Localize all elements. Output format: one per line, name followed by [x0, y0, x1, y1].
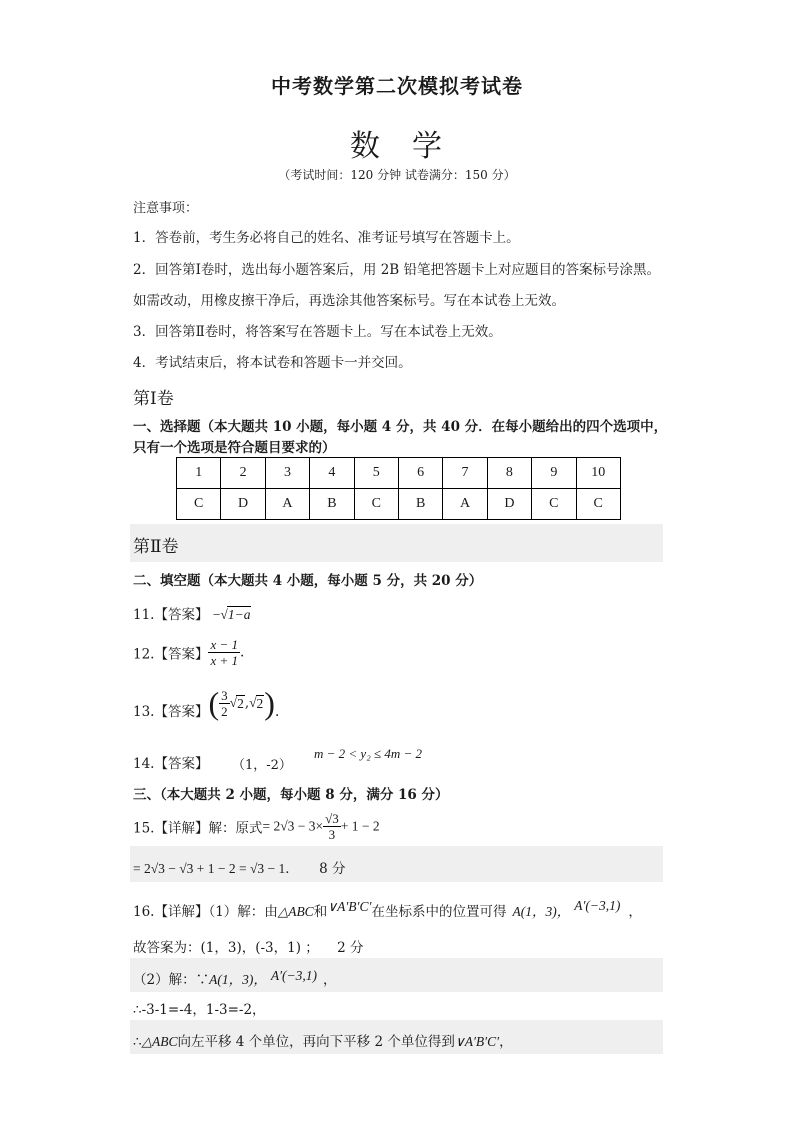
table-cell: 7 [443, 458, 487, 489]
answer-label: 13.【答案】 [133, 704, 209, 720]
solution-text: 故答案为：(1，3)，(-3，1) ； [133, 940, 319, 956]
radical-sign: √ [249, 695, 257, 710]
text-end: ， [323, 972, 337, 988]
answer-14-inequality: m − 2 < y₂ ≤ 4m − 2 [314, 746, 423, 761]
math-radicand: 1−a [227, 607, 251, 622]
solution-15 [133, 811, 380, 842]
score-label: 2 分 [337, 940, 364, 956]
table-cell: 2 [221, 458, 265, 489]
table-cell: 3 [265, 458, 309, 489]
subject-title: 数学 [350, 129, 474, 164]
table-cell: D [221, 489, 265, 520]
fill-section-heading: 二、填空题（本大题共 4 小题，每小题 5 分，共 20 分） [133, 573, 483, 589]
math-tail: . [240, 644, 245, 661]
score-label: 8 分 [319, 861, 346, 877]
radical-sign: √ [220, 607, 228, 622]
math-triangle: ∨A′B′C′ [327, 899, 372, 914]
note-item: 1．答卷前，考生务必将自己的姓名、准考证号填写在答题卡上。 [133, 230, 520, 246]
table-cell: D [487, 489, 531, 520]
answer-14-point: （1，-2） [232, 758, 292, 773]
radical-sign: √ [229, 695, 238, 710]
math-triangle: △ABC [277, 904, 314, 919]
part2-heading: 第Ⅱ卷 [133, 537, 179, 557]
fraction-denominator: x + 1 [210, 653, 239, 668]
fraction-numerator: x − 1 [210, 637, 239, 652]
text-end: ， [628, 904, 642, 920]
math-radicand: 2 [256, 695, 264, 711]
choice-section-heading-cont: 只有一个选项是符合题目要求的） [133, 440, 336, 456]
solve-section-heading: 三、（本大题共 2 小题，每小题 8 分，满分 16 分） [133, 787, 449, 803]
table-cell: 10 [576, 458, 620, 489]
math-point: A′(−3,1) [270, 968, 318, 983]
answer-table [176, 457, 621, 520]
table-cell: A [443, 489, 487, 520]
solution-label: 15.【详解】解：原式 [133, 820, 263, 837]
answer-label: 14.【答案】 [133, 756, 209, 772]
math-point: A(1，3)， [209, 972, 267, 987]
math-fraction [219, 688, 230, 719]
math-fraction [323, 811, 341, 842]
fraction-denominator: 2 [221, 703, 228, 719]
table-cell: C [532, 489, 576, 520]
note-item: 2．回答第Ⅰ卷时，选出每小题答案后，用 2B 铅笔把答题卡上对应题目的答案标号涂黑。 [133, 262, 661, 278]
table-cell: B [398, 489, 442, 520]
solution-text: （2）解：∵ [133, 972, 210, 988]
solution-label: 16.【详解】（1）解：由 [133, 904, 278, 920]
table-cell: C [177, 489, 221, 520]
text-end: ， [499, 1034, 513, 1050]
math-expression-tail: + 1 − 2 [340, 818, 380, 834]
exam-meta: （考试时间：120 分钟 试卷满分：150 分） [278, 168, 516, 182]
math-triangle: ∨A′B′C′ [454, 1034, 500, 1049]
math-point: A(1，3)， [512, 904, 571, 919]
paren-left: ( [208, 685, 220, 721]
solution-16-line4: ∴-3-1=-4，1-3=-2， [133, 1002, 266, 1018]
table-cell: C [354, 489, 398, 520]
text-and: 和 [313, 904, 328, 920]
note-item: 如需改动，用橡皮擦干净后，再选涂其他答案标号。写在本试卷上无效。 [133, 293, 565, 309]
fraction-numerator: √3 [325, 811, 339, 826]
math-neg: − [212, 607, 221, 622]
notes-heading: 注意事项： [133, 201, 199, 216]
table-row-numbers [177, 458, 621, 489]
math-radicand: 2 [237, 695, 244, 711]
answer-11 [133, 603, 251, 623]
table-cell: 5 [354, 458, 398, 489]
answer-label: 12.【答案】 [133, 646, 209, 663]
answer-12 [133, 637, 244, 668]
solution-16-line5 [133, 1030, 513, 1050]
answer-label: 11.【答案】 [133, 607, 209, 623]
answer-13 [133, 686, 279, 720]
text-mid: 在坐标系中的位置可得 [371, 904, 507, 920]
math-expression: = 2√3 − √3 + 1 − 2 = √3 − 1． [133, 861, 299, 876]
table-row-answers [177, 489, 621, 520]
choice-section-heading: 一、选择题（本大题共 10 小题，每小题 4 分，共 40 分．在每小题给出的四个选项中， [133, 419, 668, 435]
math-point: A′(−3,1) [574, 898, 621, 913]
math-fraction [208, 637, 240, 668]
answer-14 [133, 752, 208, 772]
note-item: 3．回答第Ⅱ卷时，将答案写在答题卡上。写在本试卷上无效。 [133, 324, 502, 340]
part1-heading: 第Ⅰ卷 [133, 389, 174, 409]
solution-16 [133, 900, 642, 920]
table-cell: 8 [487, 458, 531, 489]
table-cell: 6 [398, 458, 442, 489]
solution-15-line2 [133, 857, 345, 877]
solution-text: ∴ [133, 1034, 142, 1050]
table-cell: 9 [532, 458, 576, 489]
table-cell: B [310, 489, 354, 520]
fraction-numerator: 3 [221, 687, 228, 703]
solution-16-line3 [133, 968, 337, 988]
solution-text: 向左平移 4 个单位，再向下平移 2 个单位得到 [177, 1034, 455, 1050]
table-cell: A [265, 489, 309, 520]
math-comma: , [244, 695, 250, 711]
table-cell: C [576, 489, 620, 520]
math-expression: = 2√3 − 3× [262, 818, 324, 834]
math-tail: . [274, 704, 280, 720]
table-cell: 1 [177, 458, 221, 489]
fraction-denominator: 3 [328, 827, 336, 842]
solution-16-line2 [133, 936, 363, 956]
paren-right: ) [264, 685, 275, 721]
table-cell: 4 [310, 458, 354, 489]
math-triangle: △ABC [141, 1034, 178, 1049]
exam-title: 中考数学第二次模拟考试卷 [271, 74, 523, 98]
note-item: 4．考试结束后，将本试卷和答题卡一并交回。 [133, 355, 412, 371]
part2-heading-shade [130, 524, 663, 562]
